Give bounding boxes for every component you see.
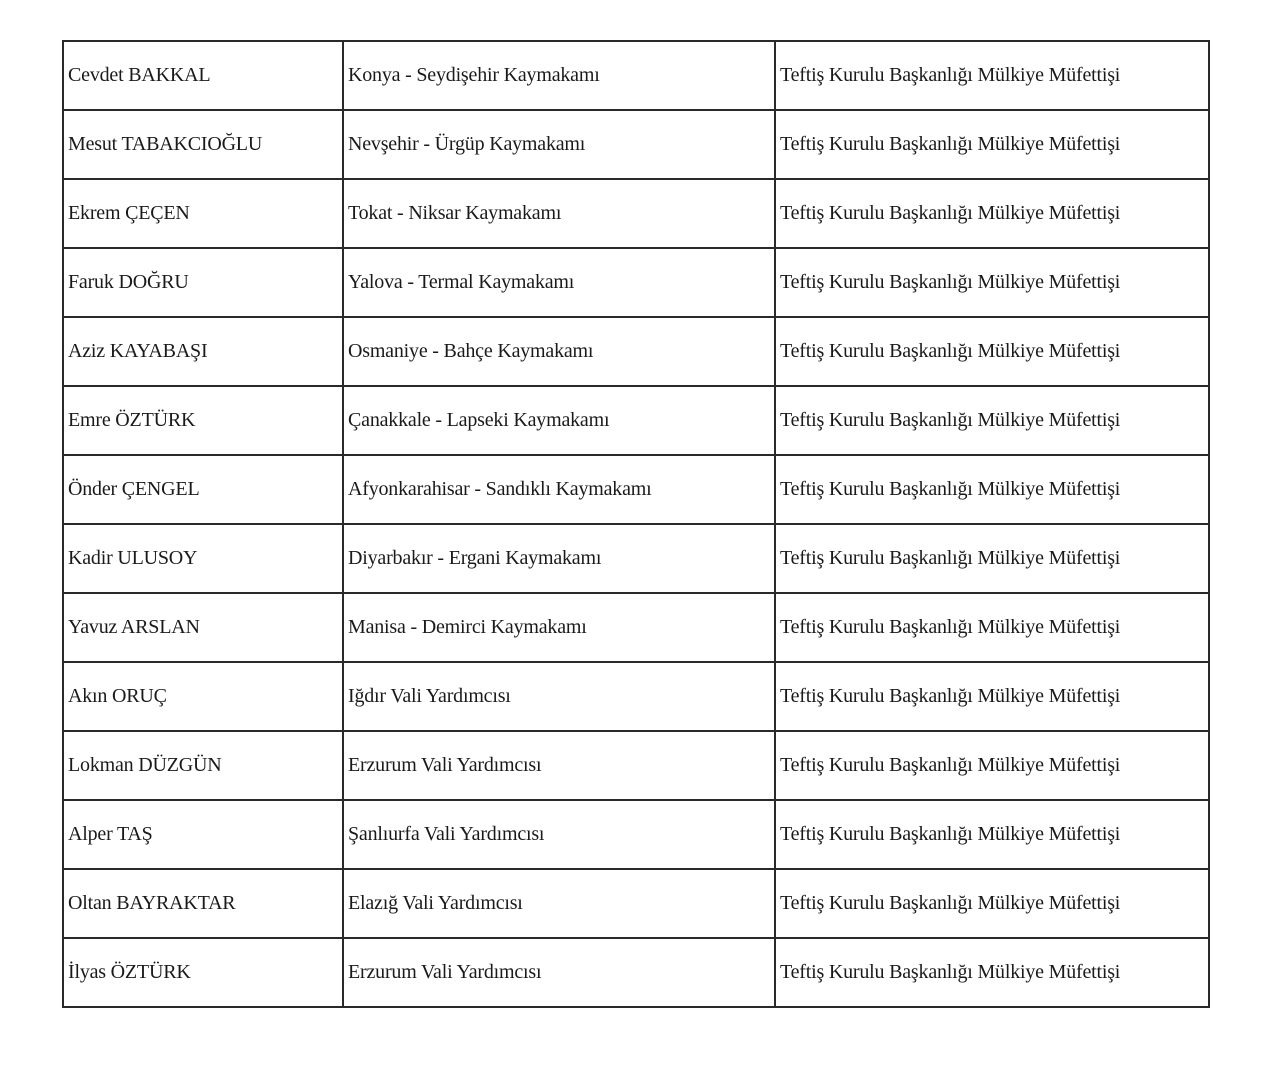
person-name-cell: Yavuz ARSLAN (63, 593, 343, 662)
previous-post-cell: Nevşehir - Ürgüp Kaymakamı (343, 110, 775, 179)
table-row (63, 524, 1209, 593)
table-row (63, 317, 1209, 386)
person-name-cell: Önder ÇENGEL (63, 455, 343, 524)
new-post-cell: Teftiş Kurulu Başkanlığı Mülkiye Müfettişi (775, 110, 1209, 179)
table-row (63, 800, 1209, 869)
person-name-cell: Mesut TABAKCIOĞLU (63, 110, 343, 179)
table-row (63, 593, 1209, 662)
new-post-cell: Teftiş Kurulu Başkanlığı Mülkiye Müfettişi (775, 869, 1209, 938)
new-post-cell: Teftiş Kurulu Başkanlığı Mülkiye Müfettişi (775, 386, 1209, 455)
person-name-cell: Kadir ULUSOY (63, 524, 343, 593)
new-post-cell: Teftiş Kurulu Başkanlığı Mülkiye Müfettişi (775, 317, 1209, 386)
appointments-table (62, 40, 1210, 1008)
person-name-cell: Lokman DÜZGÜN (63, 731, 343, 800)
previous-post-cell: Elazığ Vali Yardımcısı (343, 869, 775, 938)
previous-post-cell: Şanlıurfa Vali Yardımcısı (343, 800, 775, 869)
table-row (63, 662, 1209, 731)
person-name-cell: Akın ORUÇ (63, 662, 343, 731)
table-row (63, 731, 1209, 800)
person-name-cell: Aziz KAYABAŞI (63, 317, 343, 386)
previous-post-cell: Afyonkarahisar - Sandıklı Kaymakamı (343, 455, 775, 524)
new-post-cell: Teftiş Kurulu Başkanlığı Mülkiye Müfettişi (775, 41, 1209, 110)
table-row (63, 41, 1209, 110)
person-name-cell: Alper TAŞ (63, 800, 343, 869)
table-row (63, 455, 1209, 524)
previous-post-cell: Konya - Seydişehir Kaymakamı (343, 41, 775, 110)
person-name-cell: Oltan BAYRAKTAR (63, 869, 343, 938)
person-name-cell: Ekrem ÇEÇEN (63, 179, 343, 248)
person-name-cell: Cevdet BAKKAL (63, 41, 343, 110)
previous-post-cell: Çanakkale - Lapseki Kaymakamı (343, 386, 775, 455)
previous-post-cell: Manisa - Demirci Kaymakamı (343, 593, 775, 662)
new-post-cell: Teftiş Kurulu Başkanlığı Mülkiye Müfettişi (775, 800, 1209, 869)
table-row (63, 386, 1209, 455)
appointments-table-body (63, 41, 1209, 1007)
new-post-cell: Teftiş Kurulu Başkanlığı Mülkiye Müfettişi (775, 179, 1209, 248)
person-name-cell: Emre ÖZTÜRK (63, 386, 343, 455)
new-post-cell: Teftiş Kurulu Başkanlığı Mülkiye Müfettişi (775, 524, 1209, 593)
table-row (63, 869, 1209, 938)
table-row (63, 110, 1209, 179)
new-post-cell: Teftiş Kurulu Başkanlığı Mülkiye Müfettişi (775, 662, 1209, 731)
previous-post-cell: Diyarbakır - Ergani Kaymakamı (343, 524, 775, 593)
previous-post-cell: Osmaniye - Bahçe Kaymakamı (343, 317, 775, 386)
previous-post-cell: Iğdır Vali Yardımcısı (343, 662, 775, 731)
new-post-cell: Teftiş Kurulu Başkanlığı Mülkiye Müfettişi (775, 593, 1209, 662)
previous-post-cell: Yalova - Termal Kaymakamı (343, 248, 775, 317)
table-row (63, 179, 1209, 248)
table-row (63, 938, 1209, 1007)
previous-post-cell: Erzurum Vali Yardımcısı (343, 938, 775, 1007)
new-post-cell: Teftiş Kurulu Başkanlığı Mülkiye Müfettişi (775, 731, 1209, 800)
table-row (63, 248, 1209, 317)
previous-post-cell: Tokat - Niksar Kaymakamı (343, 179, 775, 248)
new-post-cell: Teftiş Kurulu Başkanlığı Mülkiye Müfettişi (775, 455, 1209, 524)
new-post-cell: Teftiş Kurulu Başkanlığı Mülkiye Müfettişi (775, 938, 1209, 1007)
person-name-cell: Faruk DOĞRU (63, 248, 343, 317)
previous-post-cell: Erzurum Vali Yardımcısı (343, 731, 775, 800)
person-name-cell: İlyas ÖZTÜRK (63, 938, 343, 1007)
new-post-cell: Teftiş Kurulu Başkanlığı Mülkiye Müfettişi (775, 248, 1209, 317)
